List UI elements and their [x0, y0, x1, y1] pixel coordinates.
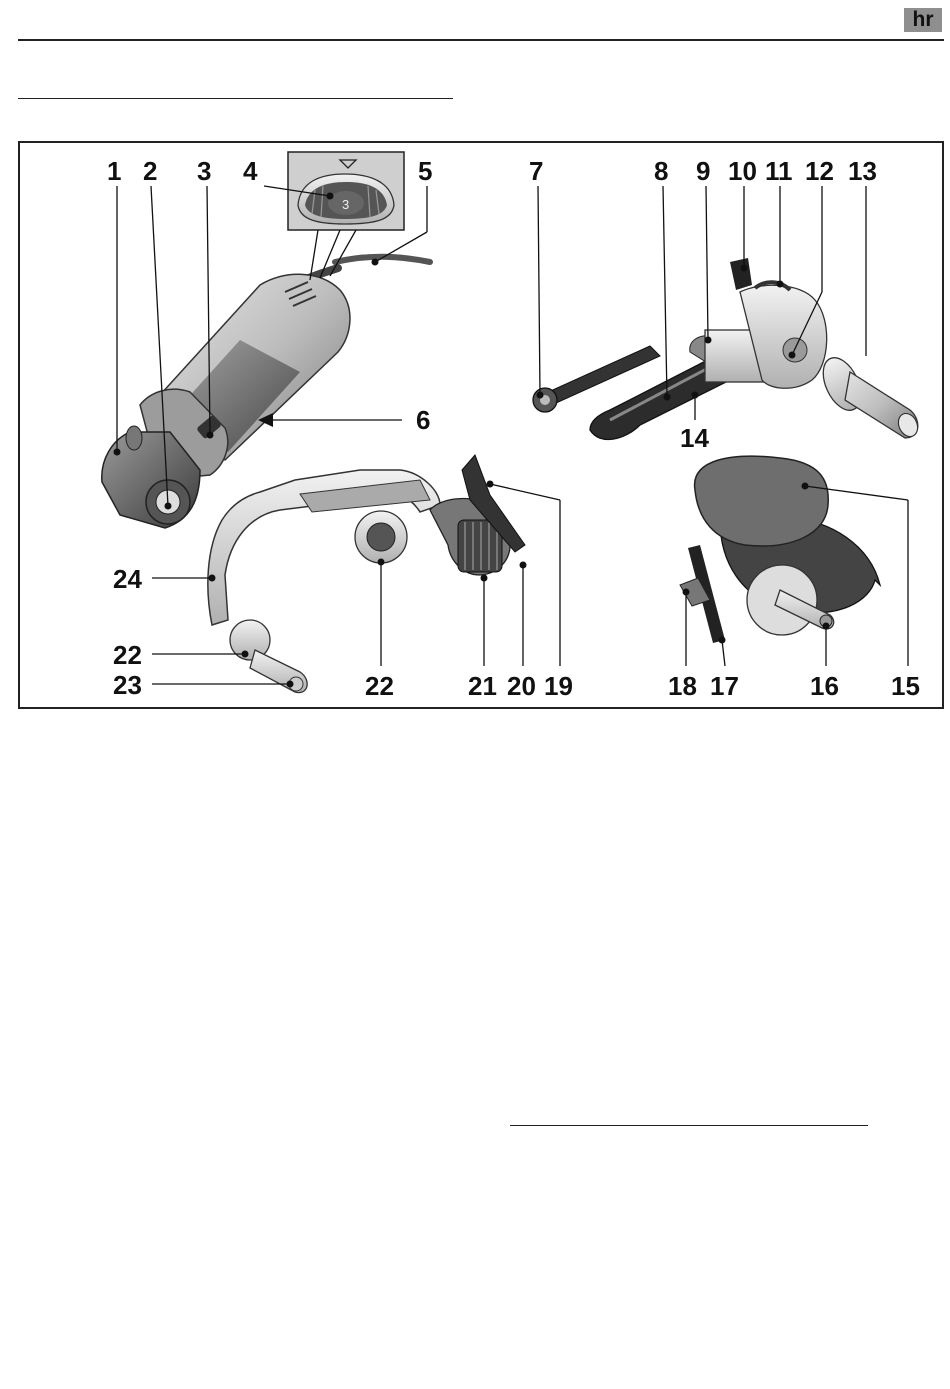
callout-23: 23	[113, 670, 142, 700]
callout-21: 21	[468, 671, 497, 701]
header-rule	[18, 39, 944, 41]
callout-13: 13	[848, 156, 877, 186]
dial-setting-label: 3	[342, 197, 350, 212]
callout-22-right: 22	[365, 671, 394, 701]
pipe-attachment-drawing	[152, 455, 560, 693]
tool-parts-figure	[18, 141, 944, 709]
side-handle-drawing	[816, 186, 922, 440]
callout-3: 3	[197, 156, 212, 186]
callout-16: 16	[810, 671, 839, 701]
callout-14: 14	[680, 423, 709, 453]
guard-drawing	[680, 456, 908, 666]
callout-10: 10	[728, 156, 757, 186]
callout-1: 1	[107, 156, 122, 186]
callout-2: 2	[143, 156, 158, 186]
callout-11: 11	[765, 156, 793, 186]
section-underline	[18, 98, 453, 99]
callout-5: 5	[418, 156, 433, 186]
callout-9: 9	[696, 156, 711, 186]
callout-22-left: 22	[113, 640, 142, 670]
belt-attachment-drawing	[533, 186, 827, 439]
callout-17: 17	[710, 671, 739, 701]
lower-section-underline	[510, 1125, 868, 1126]
callout-7: 7	[529, 156, 544, 186]
callout-18: 18	[668, 671, 697, 701]
callout-20: 20	[507, 671, 536, 701]
callout-6: 6	[416, 405, 431, 435]
callout-15: 15	[891, 671, 920, 701]
callout-8: 8	[654, 156, 669, 186]
language-badge: hr	[904, 8, 942, 32]
callout-19: 19	[544, 671, 573, 701]
parts-illustration	[20, 143, 942, 707]
callout-24: 24	[113, 564, 142, 594]
callout-4: 4	[243, 156, 258, 186]
callout-12: 12	[805, 156, 834, 186]
